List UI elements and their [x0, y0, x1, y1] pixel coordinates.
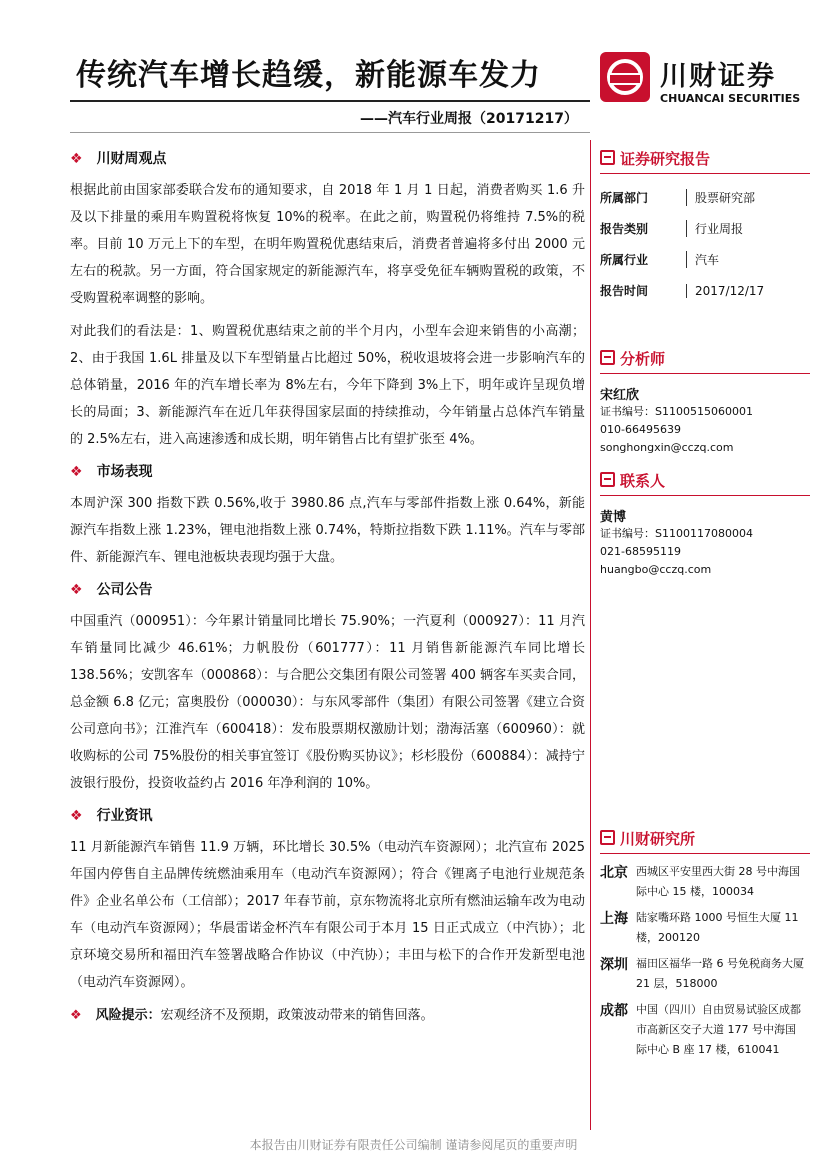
diamond-icon: ❖	[70, 582, 83, 598]
section-icon	[600, 150, 615, 165]
page-title: 传统汽车增长趋缓，新能源车发力	[76, 58, 541, 93]
diamond-icon: ❖	[70, 808, 83, 824]
section-heading-market: ❖ 市场表现	[70, 464, 153, 480]
analyst-phone: 010-66495639	[600, 423, 681, 436]
page-subtitle: ——汽车行业周报（20171217）	[360, 111, 578, 127]
risk-note: ❖ 风险提示：宏观经济不及预期，政策波动带来的销售回落。	[70, 1008, 434, 1023]
diamond-icon: ❖	[70, 1008, 82, 1023]
logo-cn-text: 川财证券	[660, 61, 776, 92]
office-entry: 成都 中国（四川）自由贸易试验区成都市高新区交子大道 177 号中海国际中心 B 座 17 楼，610041	[600, 1003, 801, 1056]
view-paragraph-1: 根据此前由国家部委联合发布的通知要求，自 2018 年 1 月 1 日起，消费者购买 1.6 升及以下排量的乘用车购置税将恢复 10%的税率。在此之前，购置税仍将维持 7.5%的税率。目前 10 万元上下的车型，在明年购置税优惠结束后，消费者普遍将多付出 2000 元左右的税款。另一方面，符合国家规定的新能源汽车，将享受免征车辆购置税的政策，不受购置税率调整的影响。	[70, 183, 585, 306]
market-paragraph: 本周沪深 300 指数下跌 0.56%,收于 3980.86 点,汽车与零部件指数上涨 0.64%，新能源汽车指数上涨 1.23%，锂电池指数上涨 0.74%，特斯拉指数下跌 1.11%。汽车与零部件、新能源汽车、锂电池板块表现均强于大盘。	[70, 496, 585, 565]
column-divider	[590, 140, 591, 1130]
logo-en-text: CHUANCAI SECURITIES	[660, 92, 801, 105]
contact-panel	[600, 470, 810, 579]
office-entry: 上海 陆家嘴环路 1000 号恒生大厦 11 楼，200120	[600, 911, 799, 944]
contact-heading: 联系人	[600, 470, 810, 496]
meta-row: 报告类别 行业周报	[600, 222, 744, 236]
office-entry: 深圳 福田区福华一路 6 号免税商务大厦 21 层，518000	[600, 957, 804, 990]
diamond-icon: ❖	[70, 464, 83, 480]
report-info-heading: 证券研究报告	[600, 148, 810, 174]
analyst-cert: 证书编号：S1100515060001	[600, 405, 753, 418]
subtitle-rule	[70, 132, 590, 133]
contact-email[interactable]: huangbo@cczq.com	[600, 563, 712, 576]
analyst-heading: 分析师	[600, 348, 810, 374]
section-icon	[600, 830, 615, 845]
company-logo	[600, 52, 801, 112]
news-paragraph: 11 月新能源汽车销售 11.9 万辆，环比增长 30.5%（电动汽车资源网）；北汽宣布 2025 年国内停售自主品牌传统燃油乘用车（电动汽车资源网）；符合《锂离子电池行业规范条件》企业名单公布（工信部）；2017 年春节前，京东物流将北京所有燃油运输车改为电动车（电动汽车资源网）；华晨雷诺金杯汽车有限公司于本月 15 日正式成立（中汽协）；北京环境交易所和福田汽车签署战略合作协议（中汽协）；丰田与松下的合作开发新型电池（电动汽车资源网）。	[70, 840, 585, 990]
logo-mark-icon	[600, 52, 650, 102]
contact-cert: 证书编号：S1100117080004	[600, 527, 753, 540]
institute-panel	[600, 828, 810, 1066]
section-icon	[600, 472, 615, 487]
diamond-icon: ❖	[70, 151, 83, 167]
analyst-panel	[600, 348, 810, 457]
analyst-name: 宋红欣	[600, 388, 640, 403]
report-info-panel	[600, 148, 810, 306]
meta-row: 报告时间 2017/12/17	[600, 283, 765, 298]
meta-row: 所属部门 股票研究部	[600, 191, 756, 205]
meta-row: 所属行业 汽车	[600, 253, 720, 267]
view-paragraph-2: 对此我们的看法是：1、购置税优惠结束之前的半个月内，小型车会迎来销售的小高潮；2、由于我国 1.6L 排量及以下车型销量占比超过 50%，税收退坡将会进一步影响汽车的总体销量，2016 年的汽车增长率为 8%左右，今年下降到 3%上下，明年或许呈现负增长的局面；3、新能源汽车在近几年获得国家层面的持续推动，今年销量占总体汽车销量的 2.5%左右，进入高速渗透和成长期，明年销售占比有望扩张至 4%。	[70, 324, 585, 447]
office-entry: 北京 西城区平安里西大街 28 号中海国际中心 15 楼，100034	[600, 865, 800, 898]
section-heading-announcements: ❖ 公司公告	[70, 582, 153, 598]
contact-phone: 021-68595119	[600, 545, 681, 558]
title-rule	[70, 100, 590, 102]
page-footer: 本报告由川财证券有限责任公司编制 谨请参阅尾页的重要声明	[249, 1138, 578, 1152]
institute-heading: 川财研究所	[600, 828, 810, 854]
section-heading-news: ❖ 行业资讯	[70, 808, 153, 824]
contact-name: 黄博	[600, 510, 627, 525]
section-heading-view: ❖ 川财周观点	[70, 151, 167, 167]
section-icon	[600, 350, 615, 365]
announcements-paragraph: 中国重汽（000951）：今年累计销量同比增长 75.90%；一汽夏利（000927）：11 月汽车销量同比减少 46.61%；力帆股份（601777）：11 月销售新能源汽车同比增长 138.56%；安凯客车（000868）：与合肥公交集团有限公司签署 400 辆客车买卖合同，总金额 6.8 亿元；富奥股份（000030）：与东风零部件（集团）有限公司签署《建立合资公司意向书》；江淮汽车（600418）：发布股票期权激励计划；渤海活塞（600960）：就收购标的公司 75%股份的相关事宜签订《股份购买协议》；杉杉股份（600884）：减持宁波银行股份，投资收益约占 2016 年净利润的 10%。	[70, 614, 585, 791]
analyst-email[interactable]: songhongxin@cczq.com	[600, 441, 734, 454]
main-column	[70, 140, 585, 1029]
